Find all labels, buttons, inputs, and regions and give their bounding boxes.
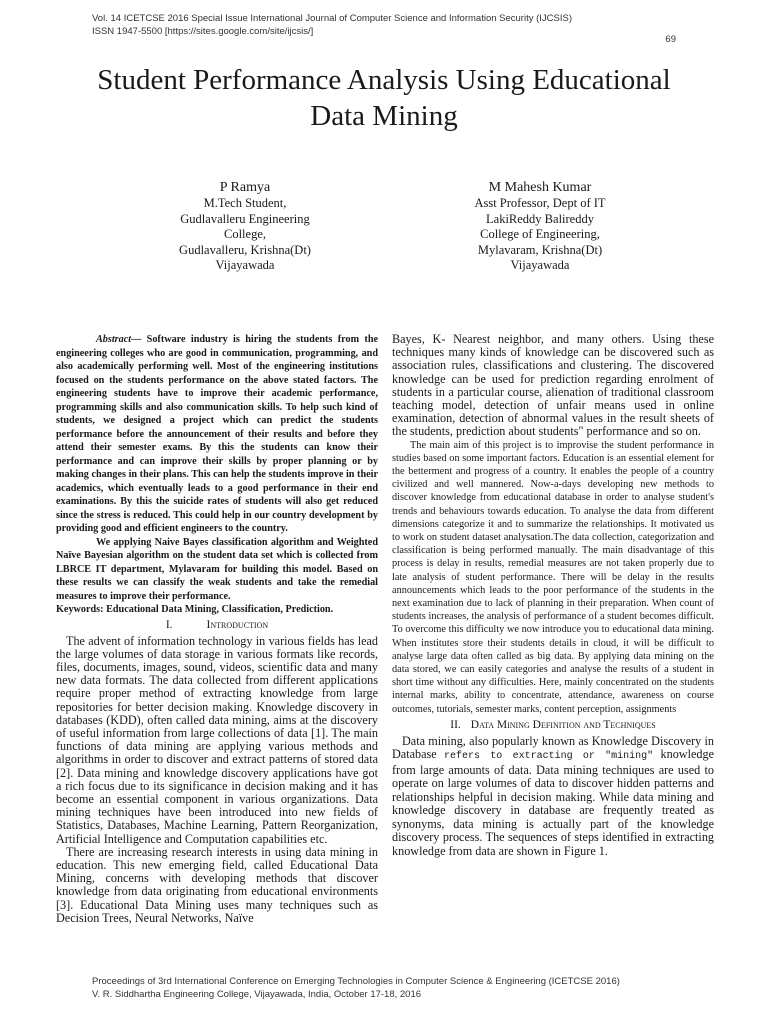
author-role: Asst Professor, Dept of IT <box>474 196 606 210</box>
author-location: Mylavaram, Krishna(Dt) <box>477 242 603 257</box>
monospace-phrase: refers to extracting or "mining" <box>444 751 654 763</box>
section-title: Data Mining Definition and Techniques <box>470 718 656 731</box>
abstract-label: Abstract <box>96 334 132 345</box>
footer-line-1: Proceedings of 3rd International Conference on Emerging Technologies in Computer Science & Engineering (ICETCSE 2016) <box>92 976 620 987</box>
author-location: Gudlavalleru, Krishna(Dt) <box>179 242 311 257</box>
abstract-paragraph-2: We applying Naive Bayes classification algorithm and Weighted Naïve Bayesian algorithm on the student data set which is collected from LBRCE IT department, Mylavaram for building this model. Based on these results we can classify the weak students and take the remedial measures to improve their performance. <box>56 536 378 602</box>
right-column <box>392 333 714 858</box>
section-title: Introduction <box>206 618 269 631</box>
author-block-1 <box>165 179 325 274</box>
issn-line: ISSN 1947-5500 [https://sites.google.com/site/ijcsis/] <box>92 26 314 37</box>
author-affiliation: LakiReddy Balireddy <box>486 211 594 226</box>
section-number: I. <box>165 618 173 631</box>
author-affiliation: Gudlavalleru Engineering <box>180 211 310 226</box>
conference-footer <box>92 975 620 1001</box>
author-affiliation: College of Engineering, <box>480 227 600 241</box>
author-name: M Mahesh Kumar <box>488 180 592 195</box>
section-heading-introduction <box>56 618 378 633</box>
left-column <box>56 333 378 925</box>
journal-title: Vol. 14 ICETCSE 2016 Special Issue International Journal of Computer Science and Information Security (IJCSIS) <box>92 13 572 24</box>
paper-title <box>60 62 708 134</box>
author-city: Vijayawada <box>510 258 570 272</box>
page-number: 69 <box>665 34 676 45</box>
keywords: Keywords: Educational Data Mining, Classification, Prediction. <box>56 604 334 615</box>
intro-continuation: Bayes, K- Nearest neighbor, and many others. Using these techniques many kinds of knowledge can be discovered such as association rules, classifications and clustering. The discovered knowledge can be used for prediction regarding enrolment of students in a particular course, alienation of traditional classroom teaching model, detection of unfair means used in online examination, detection of abnormal values in the result sheets of the students, prediction about students" performance and so on. <box>392 332 714 439</box>
paper-title-line-2: Data Mining <box>310 100 458 132</box>
project-aim-paragraph: The main aim of this project is to improvise the student performance in studies based on some important factors. Education is an essential element for the betterment and progress of a country. It enables the people of a country civilized and well mannered. Now-a-days developing new methods to discover knowledge from educational database in order to analyse student's trends and behaviours towards education. To analyse the data from different dimensions categorize it and to summarize the relationships. It motivated us to work on student dataset analysation.The data collection, categorization and classification is being performed manually. The main disadvantage of this process is delay in results, remedial measures are not taken properly due to late analysis of student performance. There will be delay in the results announcements which leads to the poor performance of the students in the next examination due to lack of planning in their preparation. When count of students increases, the analysis of performance of a student becomes difficult. To overcome this difficulty we now introduce you to educational data mining. When institutes store their students details in cloud, it will be difficult to analyse large data often called as big data. By applying data mining on the data stored, we can easily categories and analyse the results of a student in short time without any difficulties. Here, mainly concentrated on the students internal marks, ability to concentrate, attendance, awareness on course outcomes, tutorials, semester marks, content perception, assignments <box>392 439 714 715</box>
intro-paragraph-2: There are increasing research interests in using data mining in education. This new emerging field, called Educational Data Mining, concerns with developing methods that discover knowledge from data originating from educational environments [3]. Educational Data Mining uses many techniques such as Decision Trees, Neural Networks, Naïve <box>56 844 378 925</box>
data-mining-paragraph: Data mining, also popularly known as Knowledge Discovery in Database refers to extracting or "mining" knowledge from large amounts of data. Data mining techniques are used to operate on large volumes of data to discover hidden patterns and relationships helpful in decision making. While data mining and knowledge discovery in database are frequently treated as synonyms, data mining is actually part of the knowledge discovery process. The sequences of steps identified in extracting knowledge from data are shown in Figure 1. <box>392 733 714 858</box>
abstract-paragraph-1: Abstract— Software industry is hiring the students from the engineering colleges who are good in communication, programming, and also academically performing well. Most of the engineering institutions focused on the students performance on the above stated factors. The engineering students have to improve their academic performance, programming skills and also communication skills. To help such kind of students, we designed a project which can predict the students performance before the announcement of their results and before they attend their semester exams. By this the students can know their performance and can improve their skills by proper planning or by making changes in their plans. This can help the students improve in their academics, which eventually leads to a good performance in their end examinations. By this the suicide rates of students will also get reduced since the stress is reduced. This could help in our country development by providing good and efficient engineers to the country. <box>56 334 379 534</box>
author-role: M.Tech Student, <box>203 196 287 210</box>
section-heading-data-mining <box>392 718 714 733</box>
abstract <box>56 333 378 617</box>
intro-paragraph-1: The advent of information technology in various fields has lead the large volumes of data storage in various formats like records, files, documents, images, sound, videos, scientific data and many new data formats. The data collected from different applications require proper method of extracting knowledge from large repositories for better decision making. Knowledge discovery in databases (KDD), often called data mining, aims at the discovery of useful information from large collections of data [1]. The main functions of data mining are applying various methods and algorithms in order to discover and extract patterns of stored data [2]. Data mining and knowledge discovery applications have got a rich focus due to its significance in decision making and it has become an essential component in various organizations. Data mining techniques have been introduced into new fields of Statistics, Databases, Machine Learning, Pattern Reorganization, Artificial Intelligence and Computation capabilities etc. <box>56 633 378 846</box>
author-block-2 <box>455 179 625 274</box>
author-city: Vijayawada <box>215 258 275 272</box>
footer-line-2: V. R. Siddhartha Engineering College, Vijayawada, India, October 17-18, 2016 <box>92 989 422 1000</box>
author-name: P Ramya <box>219 180 271 195</box>
section-number: II. <box>450 718 461 731</box>
journal-header <box>92 12 572 38</box>
author-affiliation: College, <box>223 227 266 241</box>
paper-title-line-1: Student Performance Analysis Using Educational <box>97 64 671 96</box>
